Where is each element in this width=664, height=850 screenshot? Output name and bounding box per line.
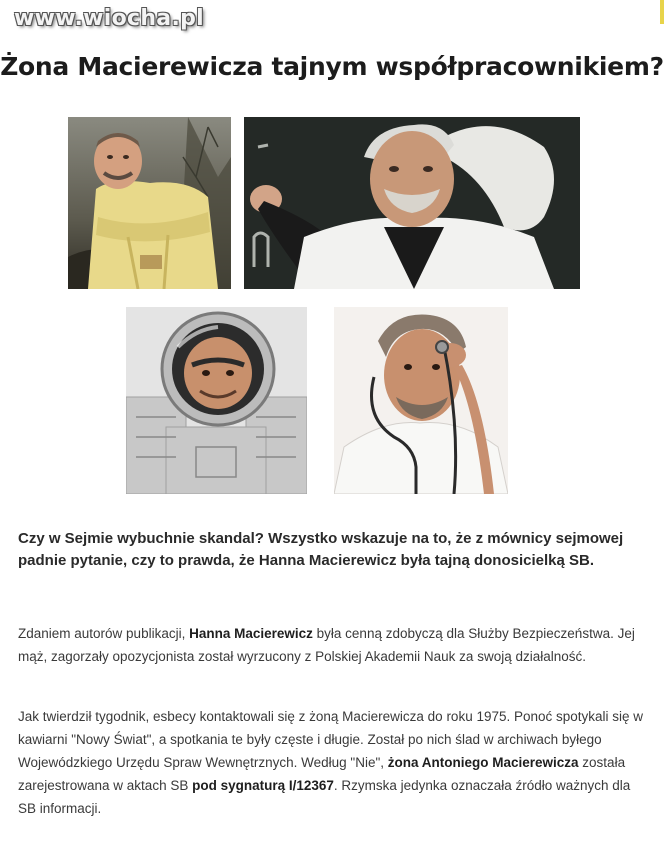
photo-straitjacket	[68, 117, 231, 289]
paragraph-2-text-1: Jak twierdził tygodnik, esbecy kontaktowali się z żoną Macierewicza do roku 1975. Ponoć spotykali się w kawiarni "Nowy Świat", a spotkania te były częste i długie. Został po nich ślad w archiwach byłego Wojewódzkiego Urzędu Spraw Wewnętrznych. Według "Nie",	[18, 709, 644, 770]
photo-astronaut	[126, 307, 307, 494]
site-watermark: www.wiocha.pl	[14, 6, 204, 31]
photo-doctor	[334, 307, 508, 494]
paragraph-1-text-1: Zdaniem autorów publikacji,	[18, 626, 190, 641]
corner-accent	[660, 0, 664, 24]
paragraph-2-bold-2: pod sygnaturą I/12367	[192, 778, 334, 793]
paragraph-1-bold-1: Hanna Macierewicz	[189, 626, 313, 641]
paragraph-2-text-2: została zarejestrowana w aktach SB	[18, 755, 626, 793]
article-paragraph-2	[18, 705, 648, 820]
article-paragraph-1	[18, 622, 648, 668]
article-title: Żona Macierewicza tajnym współpracownikiem?	[0, 52, 664, 81]
paragraph-2-bold-1: żona Antoniego Macierewicza	[387, 755, 579, 770]
paragraph-1-text-2: była cenną zdobyczą dla Służby Bezpieczeństwa. Jej mąż, zagorzały opozycjonista został wyrzucony z Polskiej Akademii Nauk za swoją działalność.	[18, 626, 635, 664]
paragraph-2-text-3: . Rzymska jedynka oznaczała źródło ważnych dla SB informacji.	[18, 778, 631, 816]
article-lead: Czy w Sejmie wybuchnie skandal? Wszystko wskazuje na to, że z mównicy sejmowej padnie pytanie, czy to prawda, że Hanna Macierewicz była tajną donosicielką SB.	[18, 530, 624, 569]
photo-scientist	[244, 117, 580, 289]
